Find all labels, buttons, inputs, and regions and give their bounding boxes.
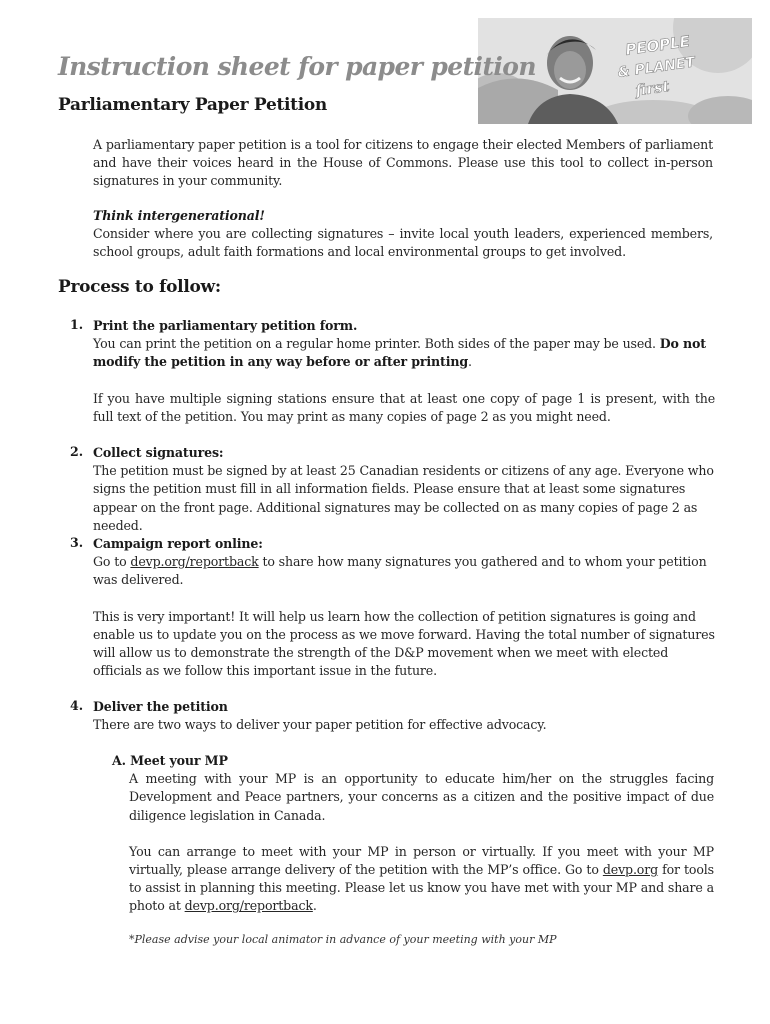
step-2-title: Collect signatures: xyxy=(93,445,224,460)
process-heading: Process to follow: xyxy=(58,277,221,297)
step-1-para2: If you have multiple signing stations ensure that at least one copy of page 1 is present, with the full text of the petition. You may print as many copies of page 2 as you might need. xyxy=(93,390,715,424)
step-1-title: Print the parliamentary petition form. xyxy=(93,318,358,333)
step-4-body: There are two ways to deliver your paper petition for effective advocacy. xyxy=(93,717,547,733)
step-1-warning: Do not modify the petition in any way before or after printing xyxy=(93,336,706,370)
devp-link[interactable]: devp.org xyxy=(602,862,659,878)
meet-mp-para2 xyxy=(129,843,714,916)
think-section xyxy=(93,207,713,262)
step-2-body: The petition must be signed by at least 25 Canadian residents or citizens of any age. Everyone who signs the petition must fill in all information fields. Please ensure that at least some signatures appear on the front page. Additional signatures may be collected on as many copies of page 2 as needed. xyxy=(93,463,714,533)
step-4-title: Deliver the petition xyxy=(93,699,228,714)
reportback-link-2[interactable]: devp.org/reportback xyxy=(184,898,313,914)
banner-word-3: first xyxy=(634,77,671,100)
step-1-body xyxy=(93,335,715,371)
meet-mp-para2-end: . xyxy=(312,898,317,914)
think-body: Consider where you are collecting signatures – invite local youth leaders, experienced members, school groups, adult faith formations and local environmental groups to get involved. xyxy=(93,226,713,260)
meet-mp-para2-pre: You can arrange to meet with your MP in person or virtually. If you meet with your MP virtually, please arrange delivery of the petition with the MP’s office. Go to xyxy=(129,843,714,878)
step-1-text: You can print the petition on a regular home printer. Both sides of the paper may be used. xyxy=(93,336,660,352)
step-2-number: 2. xyxy=(70,444,84,459)
meet-mp-section xyxy=(112,752,714,916)
reportback-link[interactable]: devp.org/reportback xyxy=(130,554,259,570)
step-3 xyxy=(93,535,715,680)
step-1 xyxy=(93,317,715,426)
step-4-number: 4. xyxy=(70,698,84,713)
step-1-number: 1. xyxy=(70,317,84,332)
think-lead: Think intergenerational! xyxy=(93,208,265,223)
step-2 xyxy=(93,444,715,535)
step-3-title: Campaign report online: xyxy=(93,536,263,551)
banner-word-1: PEOPLE xyxy=(624,32,691,60)
meet-mp-para2-mid: for tools to assist in planning this meeting. Please let us know you have met with your MP and share a photo at xyxy=(129,862,714,914)
step-1-period: . xyxy=(468,354,472,370)
footnote: *Please advise your local animator in advance of your meeting with your MP xyxy=(129,933,557,946)
step-3-post: to share how many signatures you gathered and to whom your petition was delivered. xyxy=(93,554,707,588)
intro-paragraph: A parliamentary paper petition is a tool for citizens to engage their elected Members of parliament and have their voices heard in the House of Commons. Please use this tool to collect in-person signatures in your community. xyxy=(93,137,713,189)
page-subtitle: Parliamentary Paper Petition xyxy=(58,95,327,115)
meet-mp-para1: A meeting with your MP is an opportunity to educate him/her on the struggles facing Development and Peace partners, your concerns as a citizen and the positive impact of due diligence legislation in Canada. xyxy=(129,771,714,823)
page-title: Instruction sheet for paper petition xyxy=(58,52,536,81)
meet-mp-title: A. Meet your MP xyxy=(112,753,228,768)
step-4 xyxy=(93,698,715,734)
step-3-number: 3. xyxy=(70,535,84,550)
step-3-body xyxy=(93,553,715,589)
step-3-pre: Go to xyxy=(93,554,131,570)
banner-word-2: & PLANET xyxy=(616,54,697,82)
step-3-para2: This is very important! It will help us learn how the collection of petition signatures is going and enable us to update you on the process as we move forward. Having the total number of signatures will allow us to demonstrate the strength of the D&P movement when we meet with elected officials as we follow this important issue in the future. xyxy=(93,608,715,679)
